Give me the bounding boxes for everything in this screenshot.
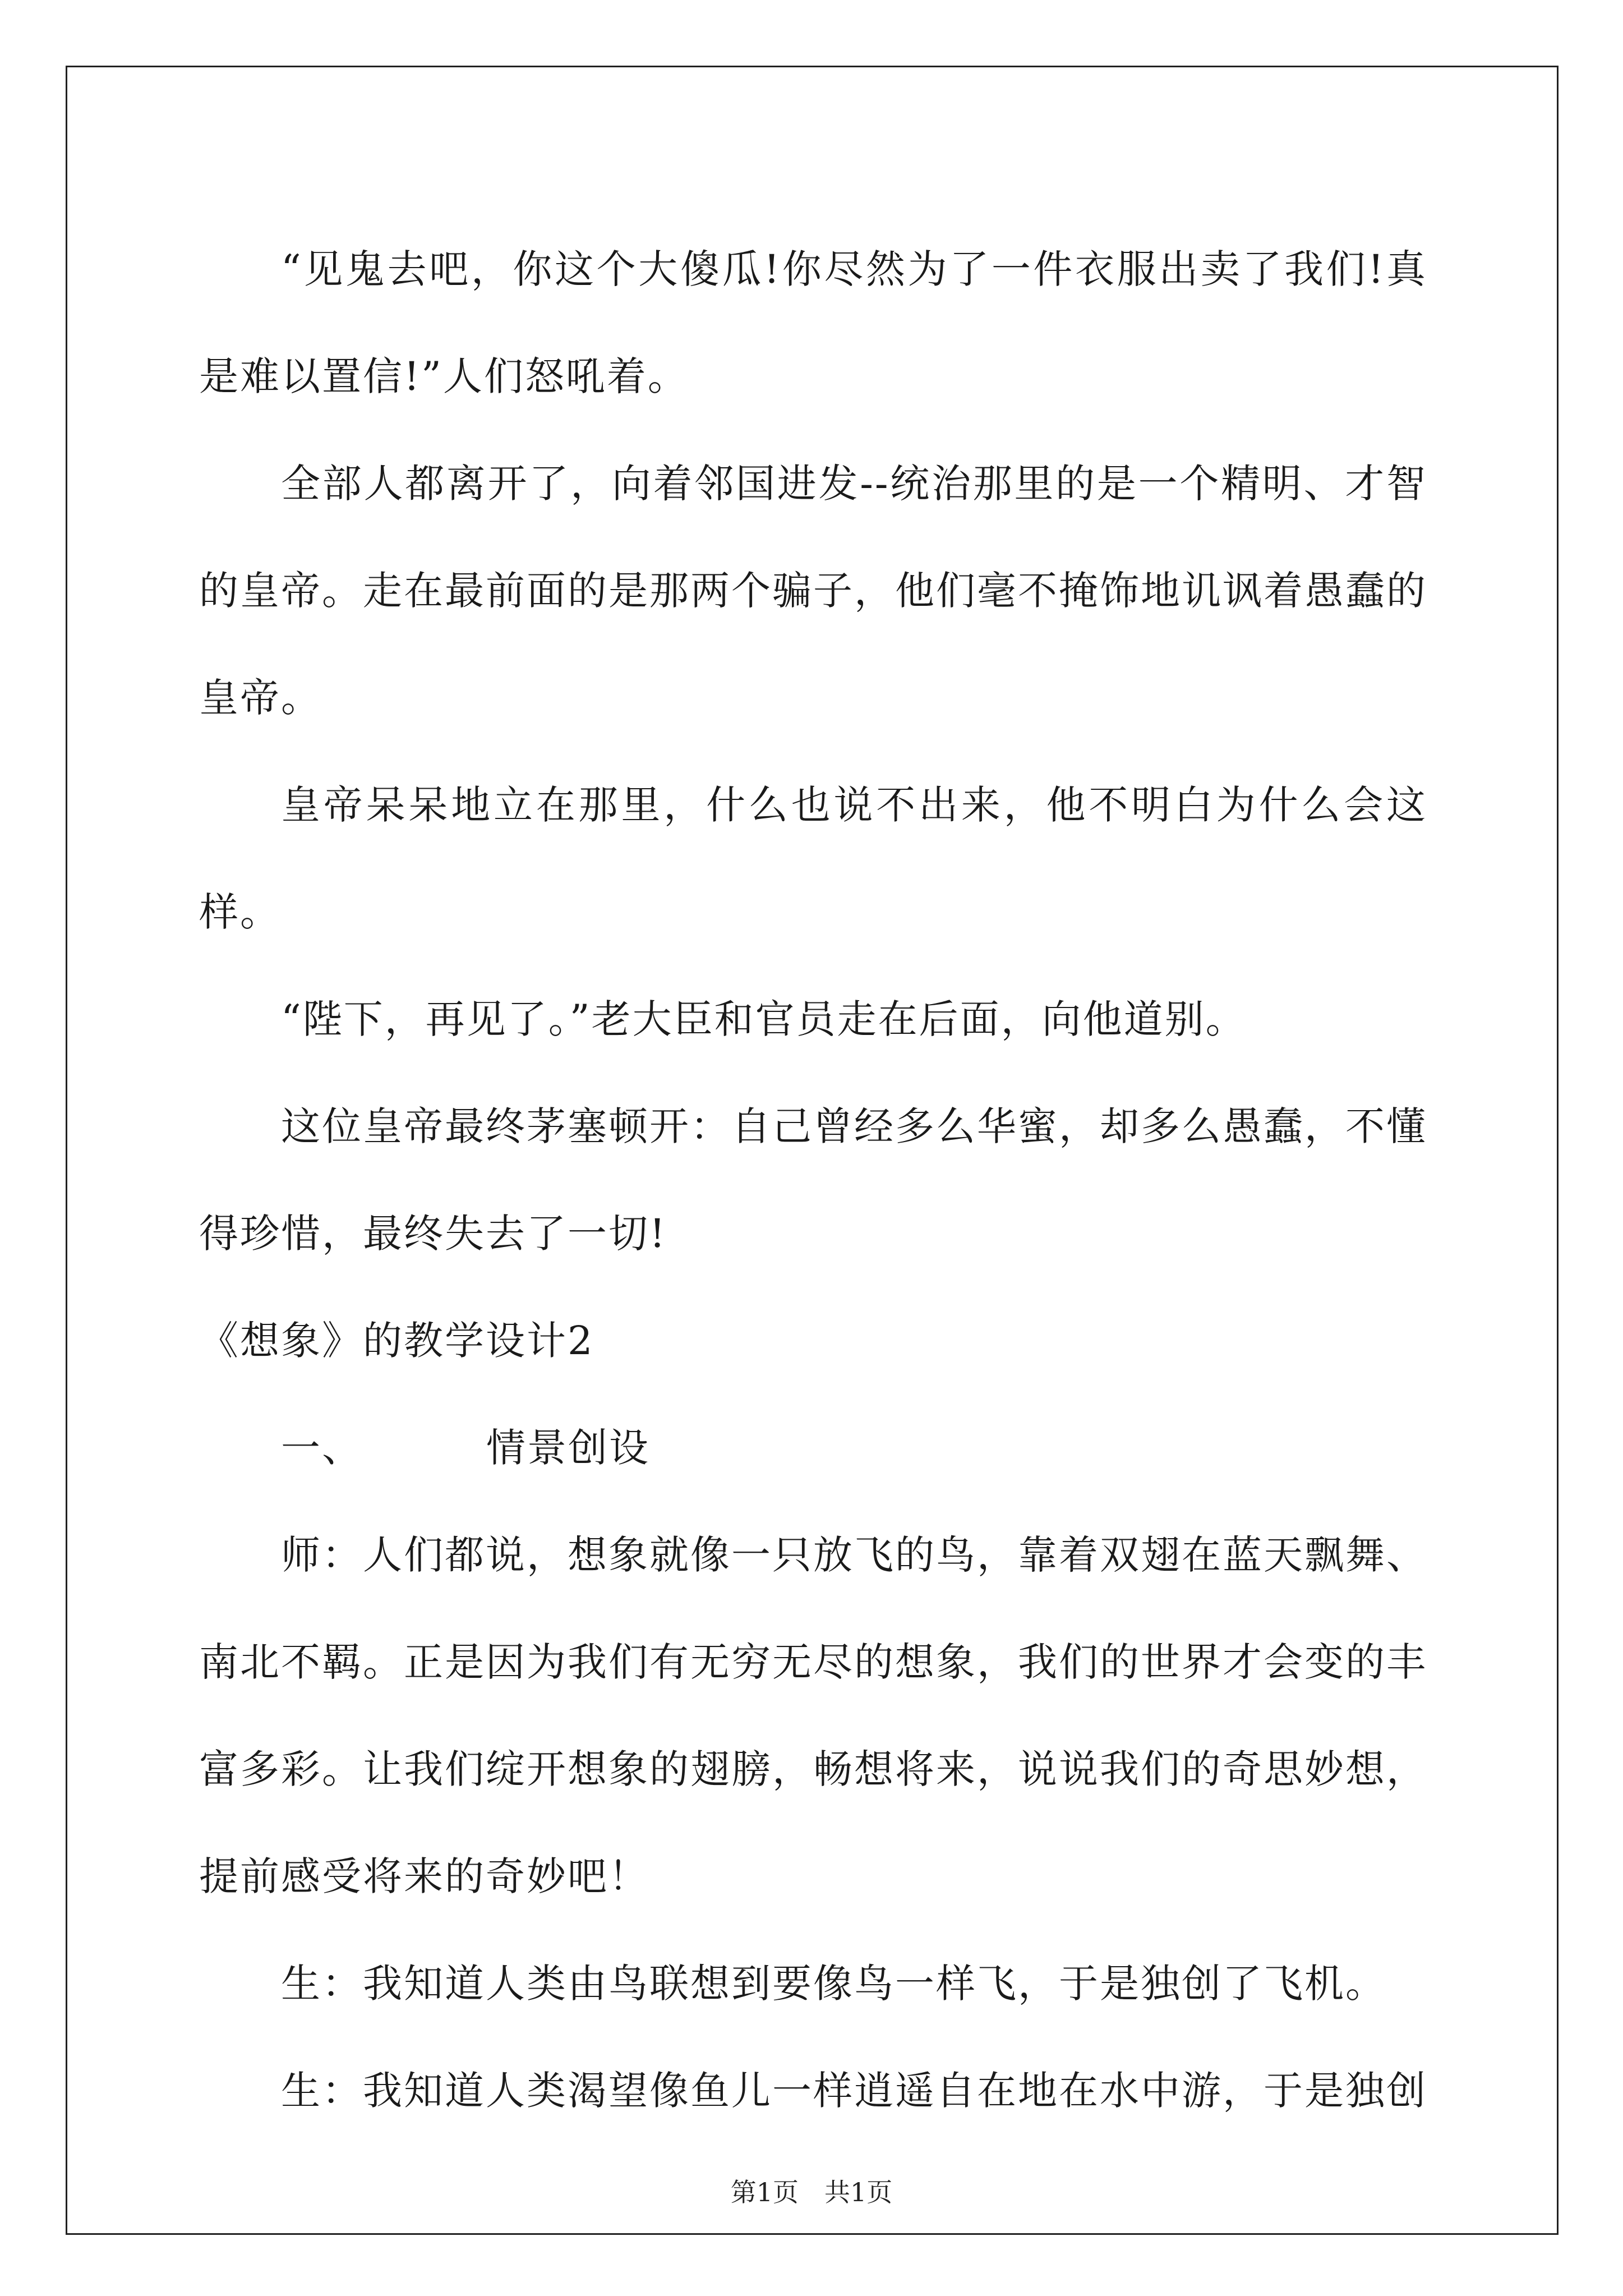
paragraph: 全部人都离开了，向着邻国进发--统治那里的是一个精明、才智的皇帝。走在最前面的是那两个骗子，他们毫不掩饰地讥讽着愚蠢的皇帝。 xyxy=(199,461,1427,721)
paragraph: 这位皇帝最终茅塞顿开：自己曾经多么华蜜，却多么愚蠢，不懂得珍惜，最终失去了一切! xyxy=(199,1103,1427,1257)
paragraph: 生：我知道人类由鸟联想到要像鸟一样飞，于是独创了飞机。 xyxy=(281,1961,1386,2007)
section-number: 一、 xyxy=(281,1425,363,1471)
section-title: 《想象》的教学设计2 xyxy=(199,1318,594,1364)
paragraph: “陛下，再见了。”老大臣和官员走在后面，向他道别。 xyxy=(281,996,1247,1042)
page-footer xyxy=(0,2175,1623,2209)
document-body xyxy=(199,216,1427,2145)
paragraph: 皇帝呆呆地立在那里，什么也说不出来，他不明白为什么会这样。 xyxy=(199,782,1427,935)
paragraph: 生：我知道人类渴望像鱼儿一样逍遥自在地在水中游，于是独创 xyxy=(281,2068,1427,2114)
section-heading xyxy=(199,1395,1427,1502)
page-total: 共1页 xyxy=(824,2177,893,2207)
section-heading-text: 情景创设 xyxy=(486,1425,650,1471)
page-number: 第1页 xyxy=(730,2177,799,2207)
paragraph: 师：人们都说，想象就像一只放飞的鸟，靠着双翅在蓝天飘舞、南北不羁。正是因为我们有无穷无尽的想象，我们的世界才会变的丰富多彩。让我们绽开想象的翅膀，畅想将来，说说我们的奇思妙想，提前感受将来的奇妙吧！ xyxy=(199,1532,1427,1899)
paragraph: “见鬼去吧，你这个大傻瓜!你尽然为了一件衣服出卖了我们!真是难以置信!”人们怒吼着。 xyxy=(199,246,1427,399)
